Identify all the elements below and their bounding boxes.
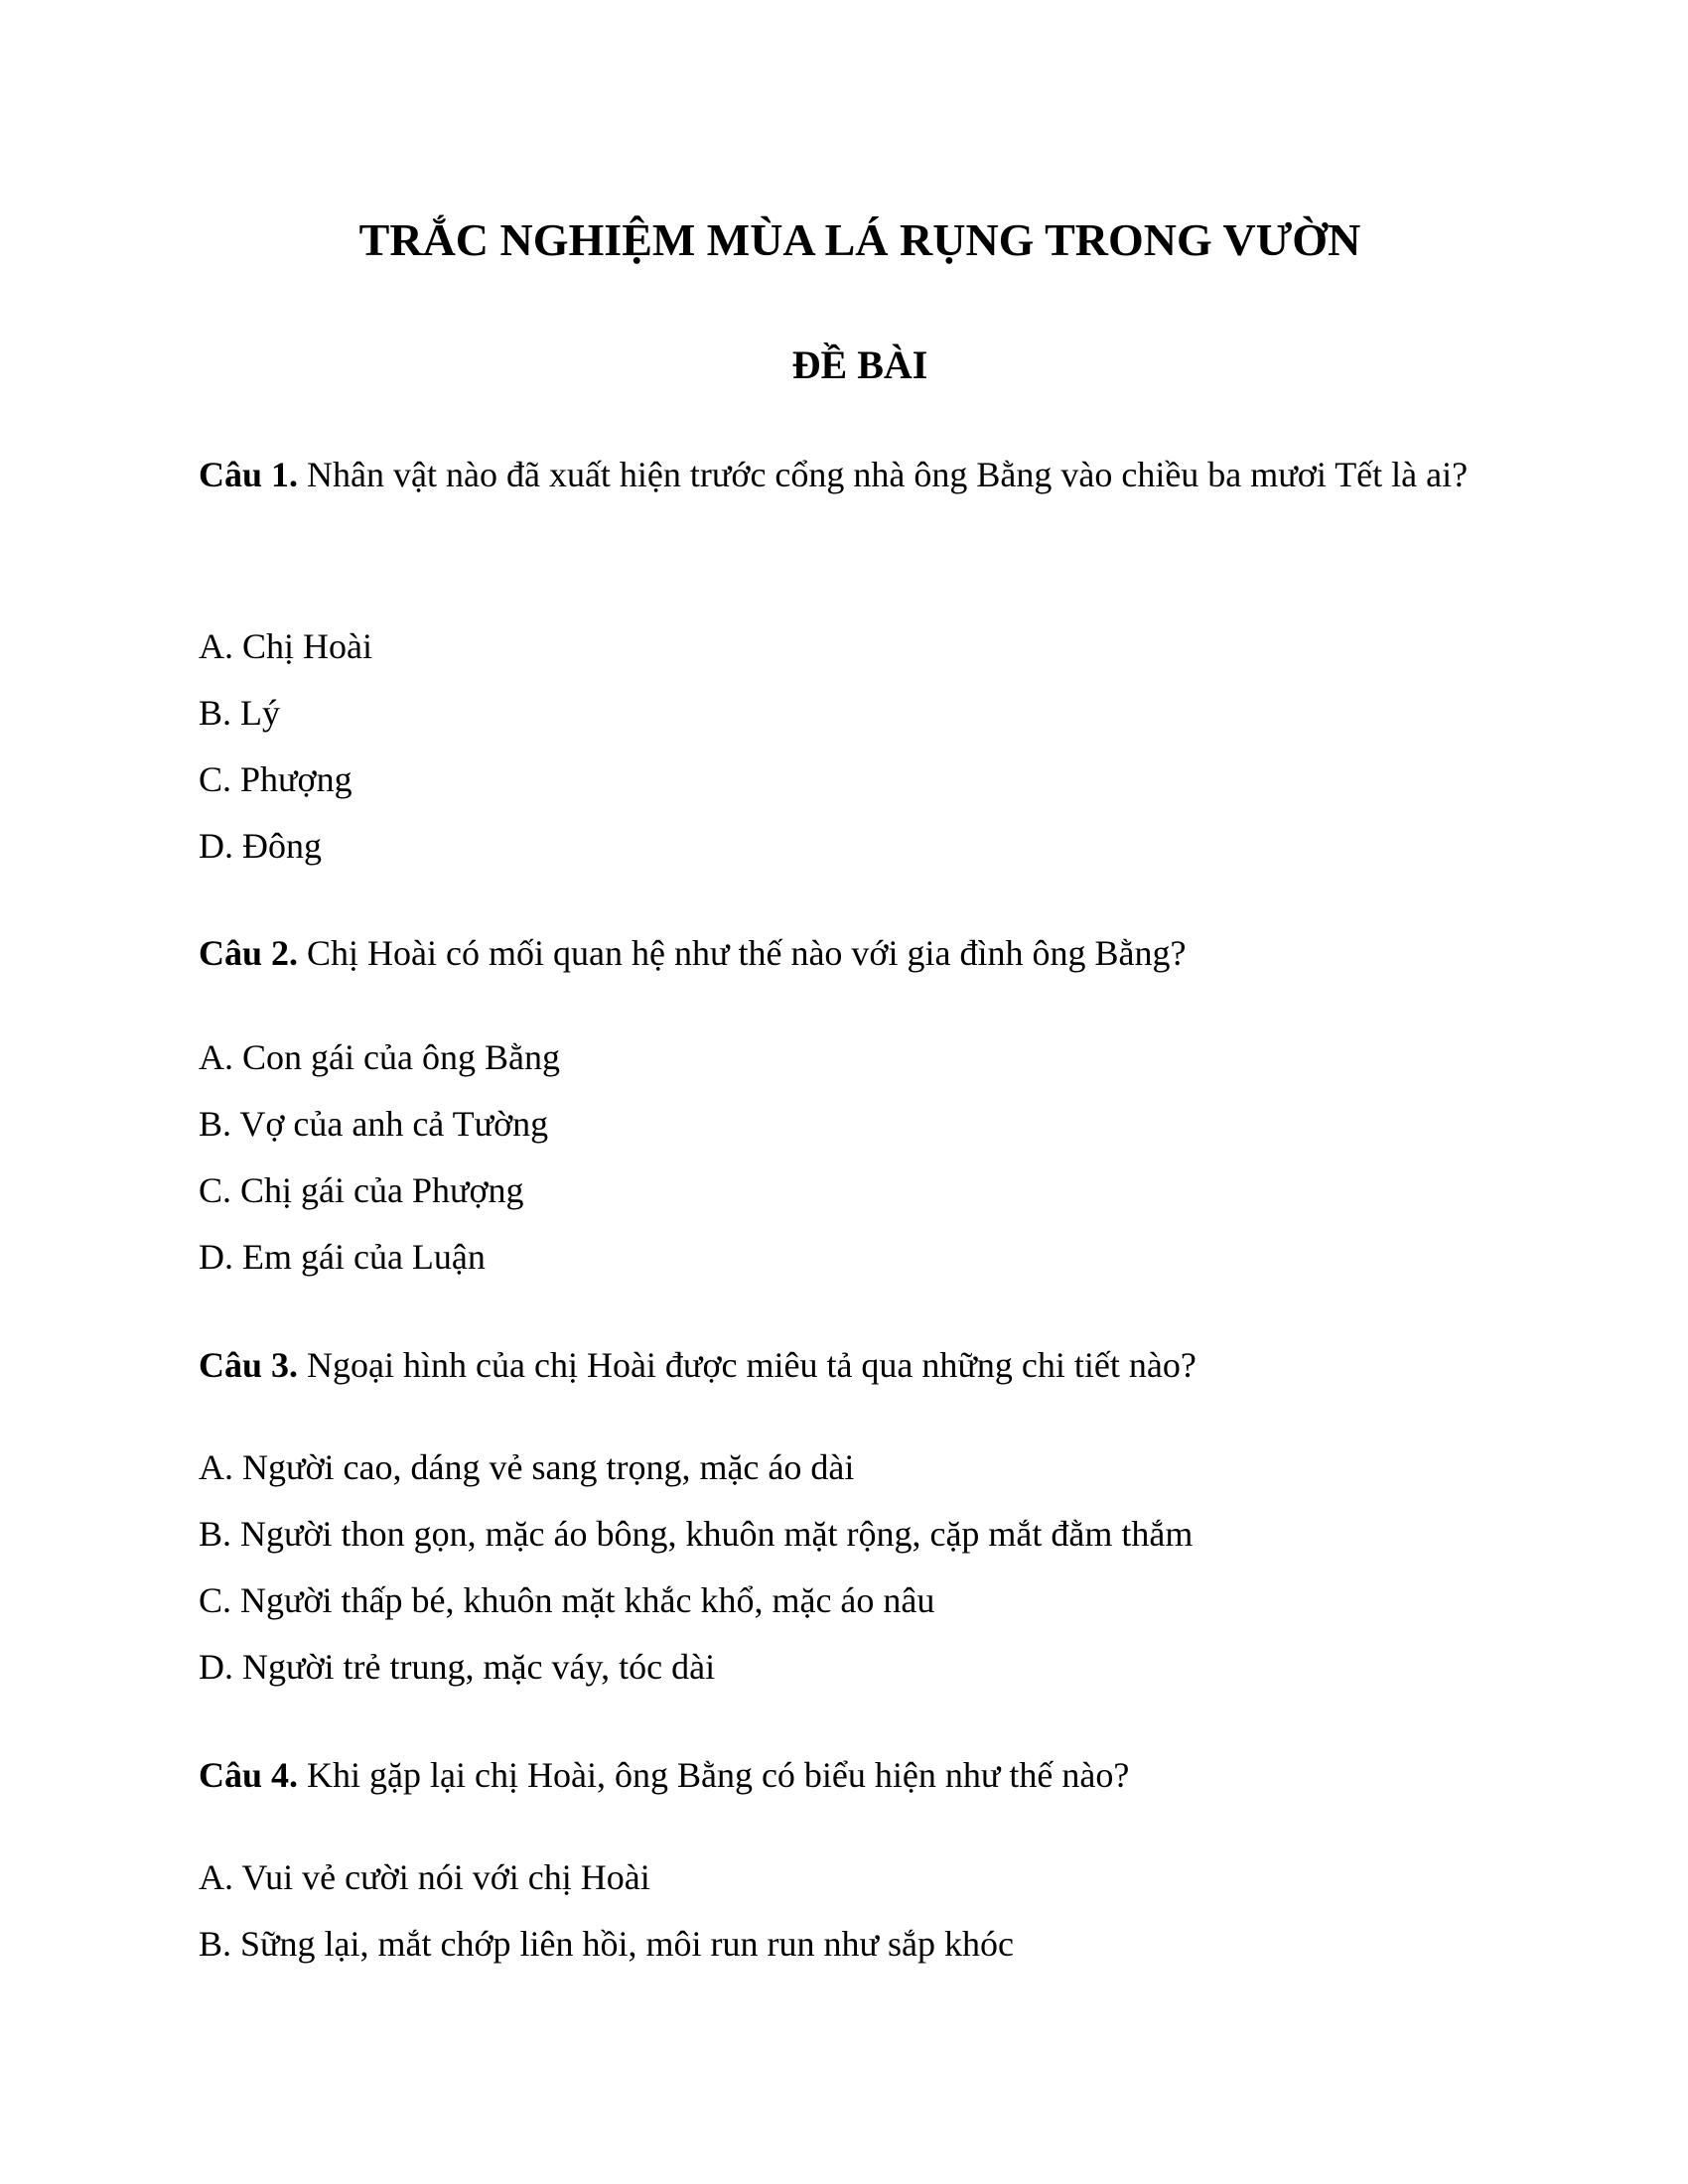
question-2-options <box>199 1024 1489 1291</box>
option-1d: D. Đông <box>199 826 322 866</box>
question-1-number: Câu 1. <box>199 455 299 494</box>
question-3-options <box>199 1434 1489 1701</box>
question-2 <box>199 919 1489 987</box>
question-4-stem <box>199 1741 1489 1809</box>
option-3a: A. Người cao, dáng vẻ sang trọng, mặc áo dài <box>199 1447 855 1487</box>
option-3d: D. Người trẻ trung, mặc váy, tóc dài <box>199 1647 716 1687</box>
question-4-options <box>199 1844 1489 1978</box>
option-1b: B. Lý <box>199 693 281 733</box>
option-4a: A. Vui vẻ cười nói với chị Hoài <box>199 1857 650 1897</box>
question-4 <box>199 1741 1489 1809</box>
question-1-options <box>199 614 1489 880</box>
option-4b: B. Sững lại, mắt chớp liên hồi, môi run run như sắp khóc <box>199 1924 1014 1964</box>
option-1c: C. Phượng <box>199 759 352 799</box>
question-1-stem <box>199 441 1489 508</box>
question-3-text: Ngoại hình của chị Hoài được miêu tả qua những chi tiết nào? <box>298 1345 1196 1385</box>
question-3 <box>199 1331 1489 1399</box>
option-3c: C. Người thấp bé, khuôn mặt khắc khổ, mặc áo nâu <box>199 1580 935 1620</box>
question-3-number: Câu 3. <box>199 1345 299 1385</box>
option-3b: B. Người thon gọn, mặc áo bông, khuôn mặt rộng, cặp mắt đằm thắm <box>199 1514 1194 1554</box>
section-heading: ĐỀ BÀI <box>791 342 928 387</box>
option-2c: C. Chị gái của Phượng <box>199 1170 524 1210</box>
question-1-text: Nhân vật nào đã xuất hiện trước cổng nhà ông Bằng vào chiều ba mươi Tết là ai? <box>298 455 1469 494</box>
question-4-text: Khi gặp lại chị Hoài, ông Bằng có biểu hiện như thế nào? <box>298 1755 1130 1795</box>
option-2b: B. Vợ của anh cả Tường <box>199 1104 549 1144</box>
question-1 <box>199 441 1489 508</box>
question-2-text: Chị Hoài có mối quan hệ như thế nào với gia đình ông Bằng? <box>298 933 1187 973</box>
question-3-stem <box>199 1331 1489 1399</box>
option-2a: A. Con gái của ông Bằng <box>199 1037 560 1077</box>
question-4-number: Câu 4. <box>199 1755 299 1795</box>
question-2-number: Câu 2. <box>199 933 299 973</box>
document-title: TRẮC NGHIỆM MÙA LÁ RỤNG TRONG VƯỜN <box>358 214 1361 265</box>
option-1a: A. Chị Hoài <box>199 626 372 666</box>
option-2d: D. Em gái của Luận <box>199 1237 486 1277</box>
question-2-stem <box>199 919 1489 987</box>
